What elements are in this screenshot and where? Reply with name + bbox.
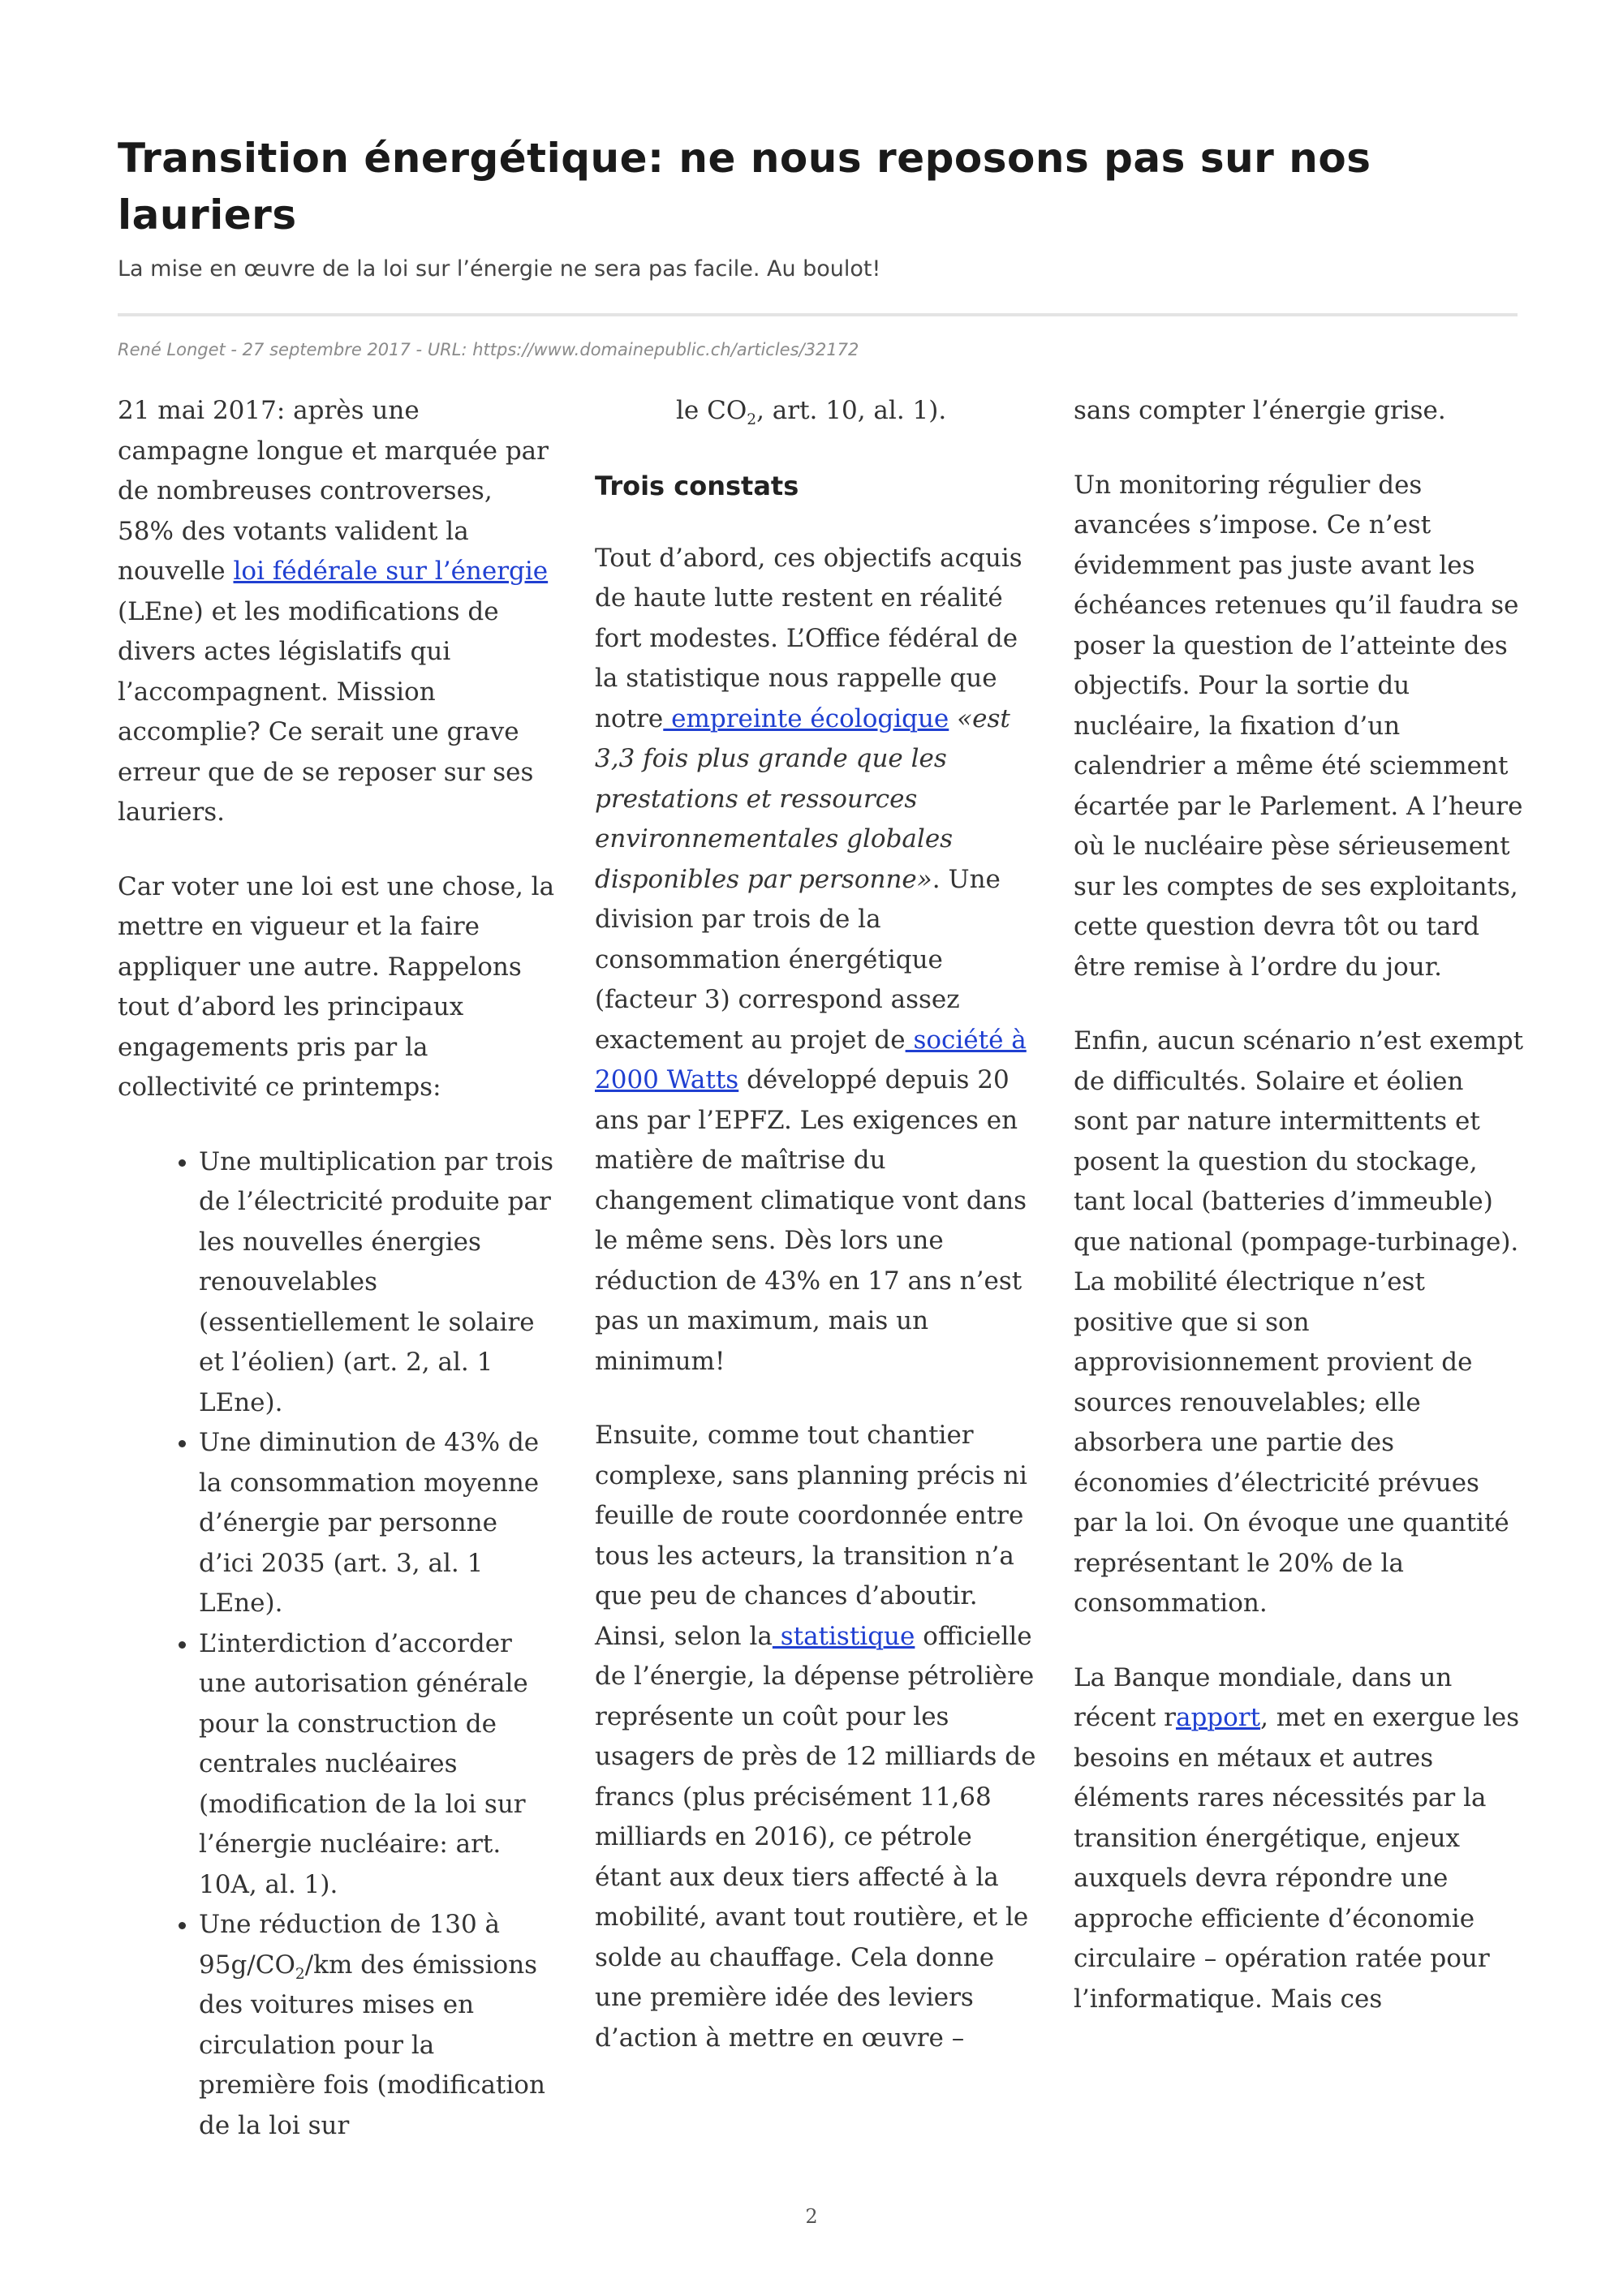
paragraph-continuation: sans compter l’énergie grise. bbox=[1074, 396, 1446, 425]
text: Ensuite, comme tout chantier complexe, sans planning précis ni feuille de route coordonnée entre tous les acteurs, la transition n’a que peu de chances d’aboutir. Ainsi, selon la bbox=[595, 1421, 1027, 1651]
list-item-continuation bbox=[595, 391, 1037, 432]
column-2 bbox=[595, 391, 1037, 2092]
paragraph-difficultes: Enfin, aucun scénario n’est exempt de difficultés. Solaire et éolien sont par nature intermittents et posent la question du stockage, tant local (batteries d’immeuble) que national (pompage-turbinage). La mobilité électrique n’est positive que si son approvisionnement provient de sources renouvelables; elle absorbera une partie des économies d’électricité prévues par la loi. On évoque une quantité représentant le 20% de la consommation. bbox=[1074, 1026, 1524, 1618]
link-statistique[interactable]: statistique bbox=[772, 1621, 915, 1651]
text: , met en exergue les besoins en métaux et autres éléments rares nécessités par la transition énergétique, enjeux auxquels devra répondre une approche efficiente d’économie circulaire – opération ratée pour l’informatique. Mais ces bbox=[1074, 1703, 1520, 2014]
article-header bbox=[118, 130, 1518, 362]
text: /km des émissions des voitures mises en circulation pour la première fois (modification de la loi sur bbox=[199, 1950, 545, 2140]
text: officielle de l’énergie, la dépense pétrolière représente un coût pour les usagers de près de 12 milliards de francs (plus précisément 11,68 milliards en 2016), ce pétrole étant aux deux tiers affecté à la mobilité, avant tout routière, et le solde au chauffage. Cela donne une première idée des leviers d’action à mettre en œuvre – bbox=[595, 1621, 1036, 2053]
text: La Banque mondiale, dans un récent r bbox=[1074, 1662, 1453, 1732]
paragraph-constat-2 bbox=[595, 1416, 1037, 2058]
text: , art. 10, al. 1). bbox=[756, 396, 947, 425]
list-item: • Une diminution de 43% de la consommation moyenne d’énergie par personne d’ici 2035 (art. 3, al. 1 LEne). bbox=[199, 1423, 556, 1624]
article-subtitle: La mise en œuvre de la loi sur l’énergie ne sera pas facile. Au boulot! bbox=[118, 256, 881, 282]
text: Une réduction de 130 à 95g/CO bbox=[199, 1910, 501, 1980]
paragraph-banque-mondiale bbox=[1074, 1658, 1524, 2020]
text: 21 mai 2017: après une campagne longue et marquée par de nombreuses controverses, 58% des votants valident la nouvelle bbox=[118, 396, 549, 586]
paragraph-intro bbox=[118, 391, 556, 833]
section-heading: Trois constats bbox=[595, 470, 799, 501]
article-title: Transition énergétique: ne nous reposons pas sur nos lauriers bbox=[118, 135, 1371, 239]
subscript: 2 bbox=[295, 1965, 305, 1983]
link-societe-2000-watts[interactable]: société à 2000 Watts bbox=[595, 1025, 1027, 1094]
text: (LEne) et les modifications de divers actes législatifs qui l’accompagnent. Mission accomplie? Ce serait une grave erreur que de se reposer sur ses lauriers. bbox=[118, 596, 534, 827]
text: . Une division par trois de la consommation énergétique (facteur 3) correspond assez exactement au projet de bbox=[595, 864, 1001, 1055]
text: développé depuis 20 ans par l’EPFZ. Les exigences en matière de maîtrise du changement climatique vont dans le même sens. Dès lors une réduction de 43% en 17 ans n’est pas un maximum, mais un minimum! bbox=[595, 1065, 1027, 1376]
list-item: • Une multiplication par trois de l’électricité produite par les nouvelles énergies renouvelables (essentiellement le solaire et l’éolien) (art. 2, al. 1 LEne). bbox=[199, 1142, 556, 1424]
quote: «est 3,3 fois plus grande que les prestations et ressources environnementales globales disponibles par personne» bbox=[595, 703, 1010, 894]
link-loi-energie[interactable]: loi fédérale sur l’énergie bbox=[233, 557, 549, 586]
paragraph-engagements: Car voter une loi est une chose, la mettre en vigueur et la faire appliquer une autre. Rappelons tout d’abord les principaux engagements pris par la collectivité ce printemps: bbox=[118, 871, 555, 1102]
paragraph-constat-1 bbox=[595, 539, 1037, 1382]
article-meta: René Longet - 27 septembre 2017 - URL: https://www.domainepublic.ch/articles/32172 bbox=[118, 340, 859, 359]
paragraph-monitoring: Un monitoring régulier des avancées s’impose. Ce n’est évidemment pas juste avant les échéances retenues qu’il faudra se poser la question de l’atteinte des objectifs. Pour la sortie du nucléaire, la fixation d’un calendrier a même été sciemment écartée par le Parlement. A l’heure où le nucléaire pèse sérieusement sur les comptes de ses exploitants, cette question devra tôt ou tard être remise à l’ordre du jour. bbox=[1074, 470, 1523, 982]
column-1 bbox=[118, 391, 556, 2146]
engagements-list bbox=[118, 1142, 556, 2147]
link-rapport[interactable]: apport bbox=[1175, 1703, 1261, 1732]
page-number: 2 bbox=[805, 2205, 818, 2228]
column-3 bbox=[1074, 391, 1524, 2053]
text: le CO bbox=[676, 396, 747, 425]
subscript: 2 bbox=[747, 411, 757, 429]
header-divider bbox=[118, 313, 1518, 316]
link-empreinte-ecologique[interactable]: empreinte écologique bbox=[663, 703, 949, 733]
list-item: • L’interdiction d’accorder une autorisation générale pour la construction de centrales nucléaires (modification de la loi sur l’énergie nucléaire: art. 10A, al. 1). bbox=[199, 1624, 556, 1906]
list-item bbox=[199, 1905, 556, 2146]
text: Tout d’abord, ces objectifs acquis de haute lutte restent en réalité fort modestes. L’Office fédéral de la statistique nous rappelle que notre bbox=[595, 543, 1022, 733]
